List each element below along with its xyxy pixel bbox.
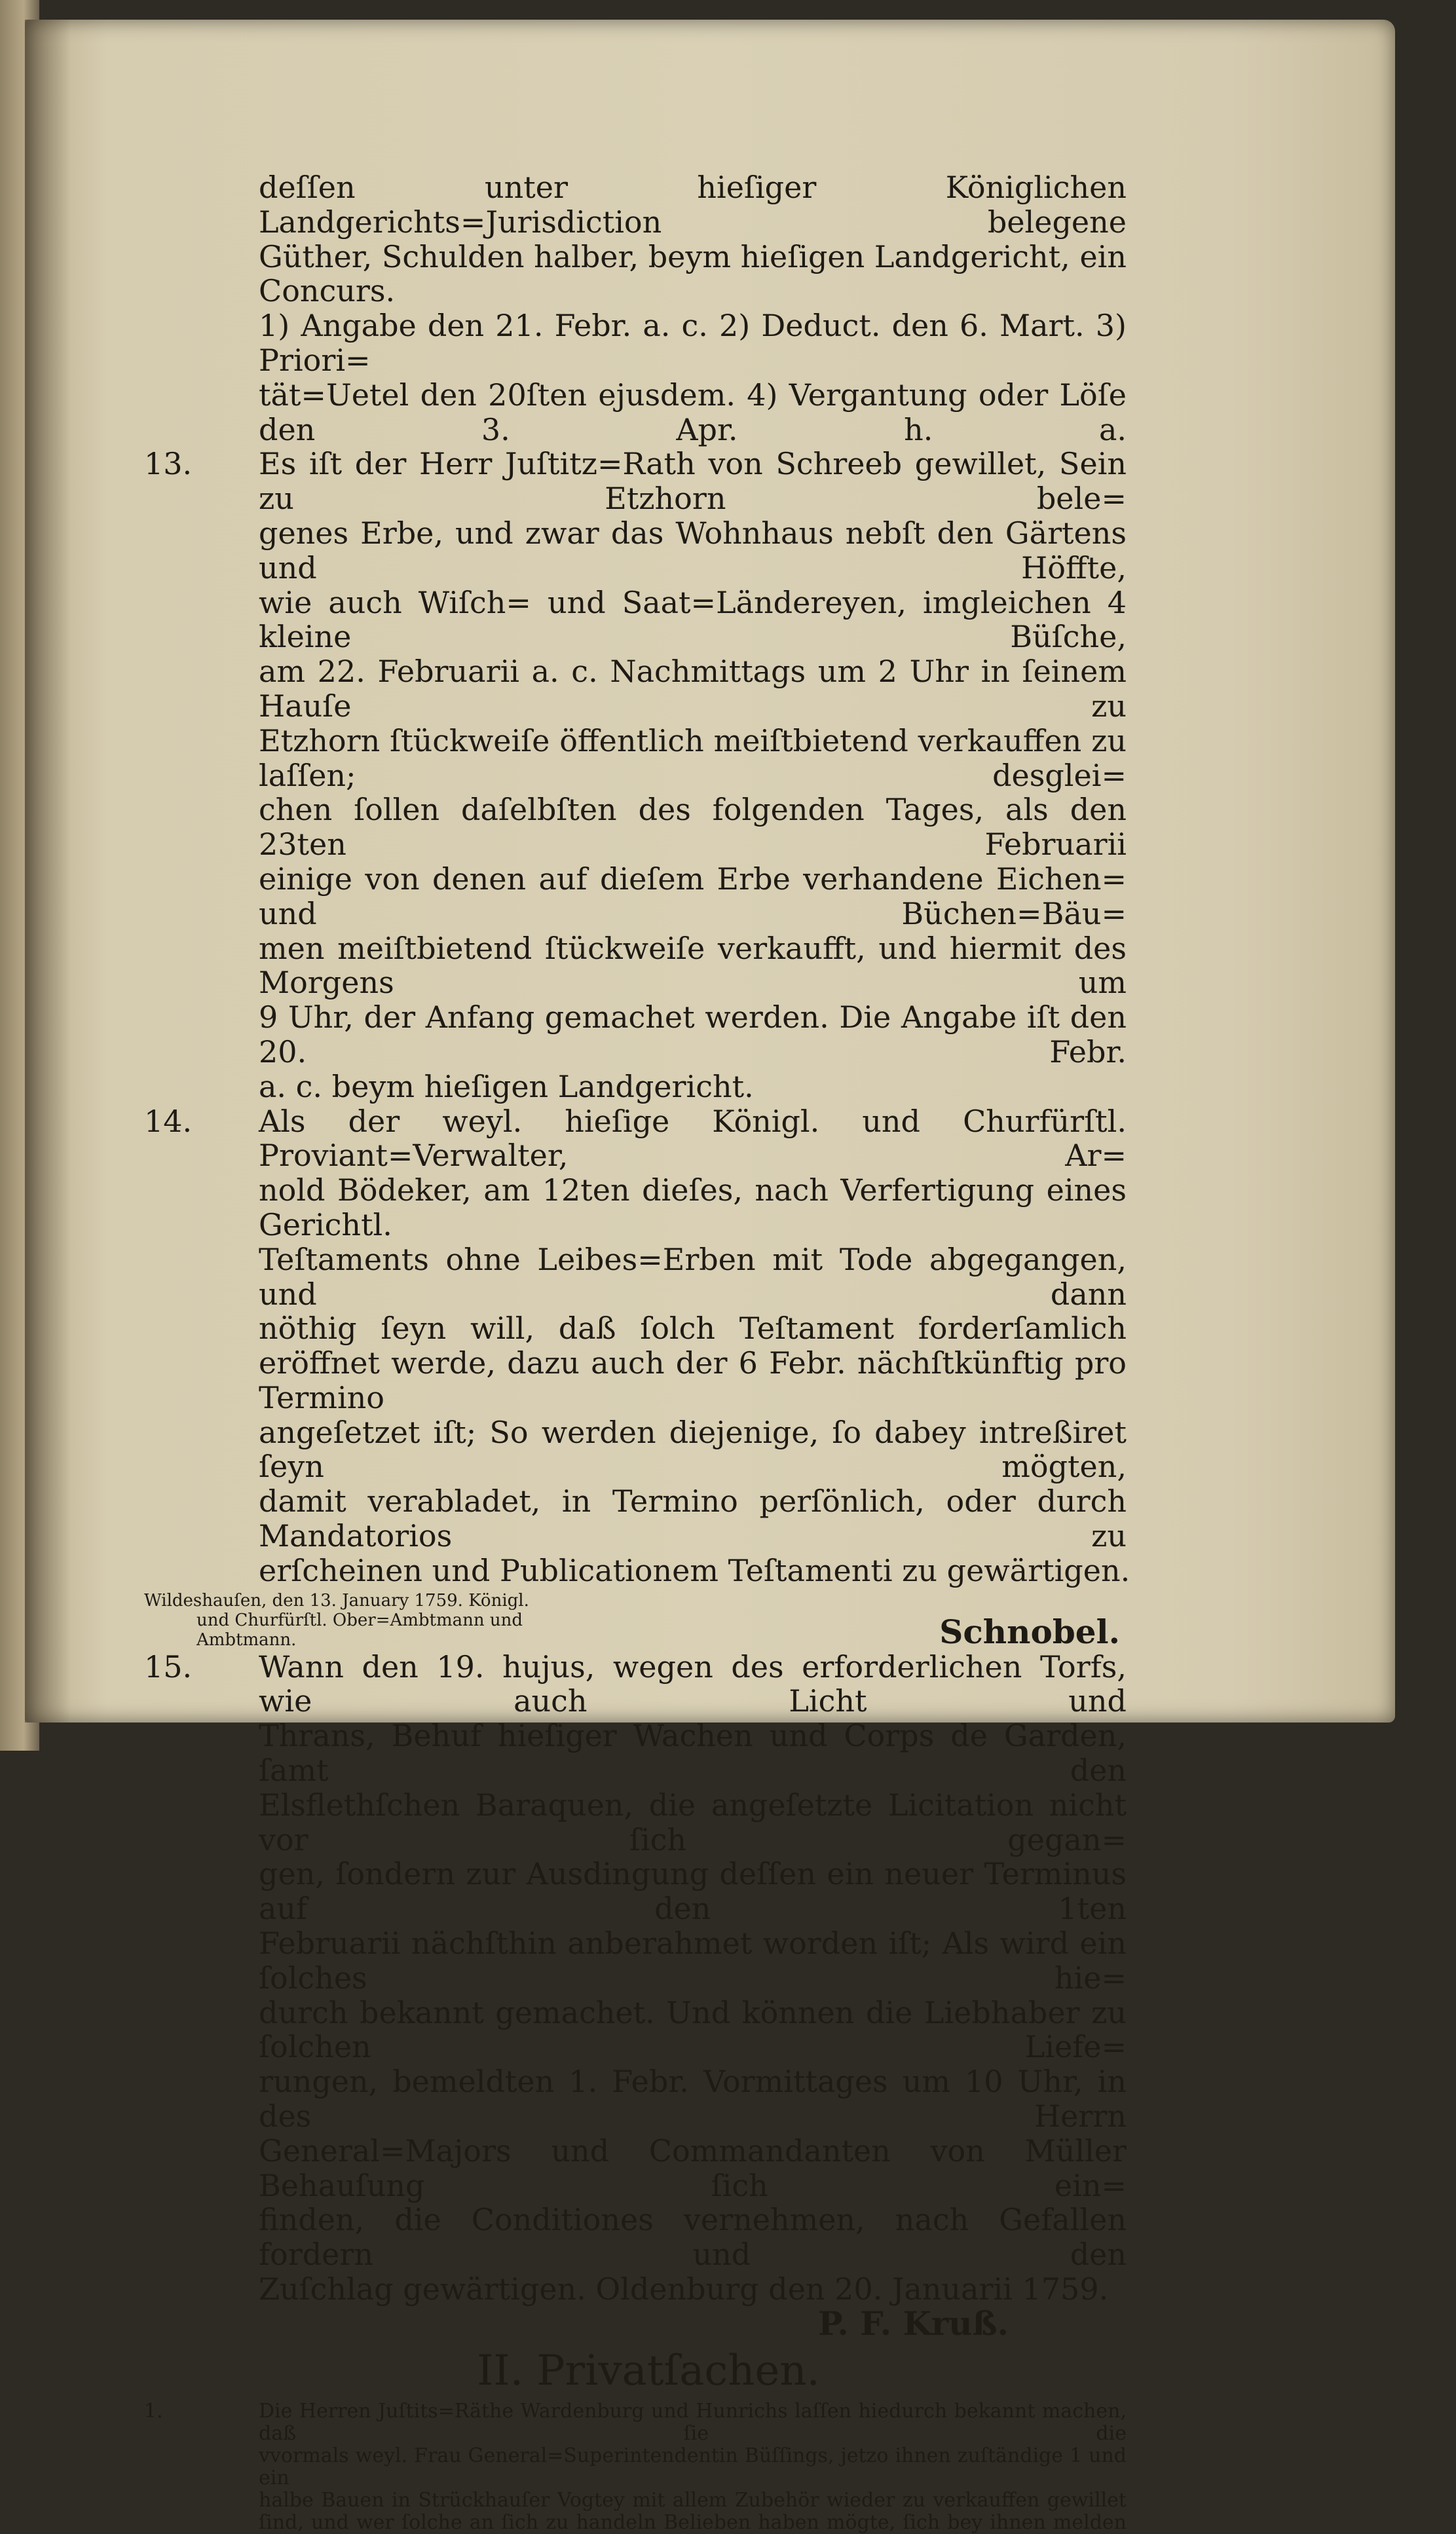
line-text: angeſetzet iſt; So werden diejenige, ſo dabey intreßiret ſeyn mögten, (259, 1414, 1127, 1485)
text-line (144, 1415, 1127, 1485)
page-text (144, 170, 1130, 2534)
item-number (144, 1242, 259, 1312)
notice-block-15 (144, 1650, 1127, 2307)
text-line (144, 1173, 1127, 1242)
line-text: Güther, Schulden halber, beym hieſigen Landgericht, ein Concurs. (259, 238, 1127, 309)
text-line (144, 447, 1127, 516)
line-text: 9 Uhr, der Anfang gemachet werden. Die Angabe iſt den 20. Febr. (259, 999, 1127, 1070)
line-text: eröffnet werde, dazu auch der 6 Febr. nächſtkünftig pro Termino (259, 1345, 1127, 1415)
private-notice-block (144, 2400, 1127, 2534)
item-number (144, 240, 259, 309)
item-number: 13. (144, 446, 193, 482)
line-text: Elsflethſchen Baraquen, die angeſetzte Licitation nicht vor ſich gegan= (259, 1787, 1127, 1857)
line-text: rungen, bemeldten 1. Febr. Vormittages um 10 Uhr, in des Herrn (259, 2064, 1127, 2134)
item-number (144, 1415, 259, 1485)
line-text: chen ſollen daſelbſten des folgenden Tages, als den 23ten Februarii (259, 792, 1127, 863)
text-line (144, 1857, 1127, 1926)
line-text: ſind, und wer ſolche an ſich zu handeln Belieben haben mögte, ſich bey ihnen melden (259, 2510, 1127, 2534)
item-number: 14. (144, 1103, 193, 1139)
dateline-line: Wildeshauſen, den 13. January 1759. Königl. (144, 1590, 529, 1611)
line-text: Es iſt der Herr Juſtitz=Rath von Schreeb gewillet, Sein zu Etzhorn bele= (259, 446, 1127, 517)
text-line (144, 2512, 1127, 2534)
text-line (144, 2064, 1127, 2134)
text-line (144, 724, 1127, 793)
text-line (144, 308, 1127, 378)
signature-schnobel: Schnobel. (939, 1612, 1120, 1651)
line-text: erſcheinen und Publicationem Teſtamenti zu gewärtigen. (259, 1552, 1130, 1588)
line-text: damit verabladet, in Termino perſönlich, oder durch Mandatorios zu (259, 1483, 1127, 1554)
text-line (144, 378, 1127, 447)
text-line (144, 2203, 1127, 2272)
item-number (144, 1346, 259, 1415)
text-line (144, 1719, 1127, 1788)
line-text: Teſtaments ohne Leibes=Erben mit Tode abgegangen, und dann (259, 1241, 1127, 1312)
item-number (144, 1311, 259, 1346)
item-number (144, 2512, 259, 2534)
line-text: tät=Uetel den 20ſten ejusdem. 4) Vergantung oder Löſe den 3. Apr. h. a. (259, 377, 1127, 447)
text-line (144, 2489, 1127, 2512)
text-line (144, 2400, 1127, 2445)
item-number (144, 586, 259, 655)
text-line (144, 516, 1127, 586)
item-number (144, 1788, 259, 1857)
notice-block-13-14 (144, 170, 1130, 1588)
text-line (144, 586, 1127, 655)
text-line (144, 1000, 1127, 1070)
item-number (144, 1484, 259, 1554)
item-number (144, 2489, 259, 2512)
line-text: am 22. Februarii a. c. Nachmittags um 2 Uhr in ſeinem Hauſe zu (259, 654, 1127, 724)
text-line (144, 862, 1127, 931)
line-text: deſſen unter hieſiger Königlichen Landgerichts=Jurisdiction belegene (259, 170, 1127, 240)
dateline-line: und Churfürſtl. Ober=Ambtmann und (196, 1610, 523, 1630)
text-line (144, 1552, 1130, 1588)
line-text: nöthig ſeyn will, daß ſolch Teſtament forderſamlich (259, 1311, 1127, 1347)
text-line (144, 2134, 1127, 2203)
text-line (144, 1104, 1127, 1174)
text-line (144, 170, 1127, 240)
line-text: nold Bödeker, am 12ten dieſes, nach Verfertigung eines Gerichtl. (259, 1172, 1127, 1242)
section-heading: II. Privatſachen. (477, 2346, 820, 2395)
text-line (144, 654, 1127, 724)
text-line (144, 2445, 1127, 2489)
text-line (144, 1926, 1127, 1996)
spine-shadow (25, 20, 71, 1723)
text-line (144, 1996, 1127, 2065)
text-line (144, 1070, 1127, 1104)
item-number (144, 1719, 259, 1788)
text-line (144, 1242, 1127, 1312)
item-number (144, 308, 259, 378)
line-text: Wann den 19. hujus, wegen des erforderlichen Torfs, wie auch Licht und (259, 1649, 1127, 1719)
line-text: einige von denen auf dieſem Erbe verhandene Eichen= und Büchen=Bäu= (259, 861, 1127, 931)
item-number (144, 2445, 259, 2489)
line-text: General=Majors und Commandanten von Müller Behauſung ſich ein= (259, 2133, 1127, 2203)
item-number (144, 1926, 259, 1996)
line-text: gen, ſondern zur Ausdingung deſſen ein neuer Terminus auf den 1ten (259, 1856, 1127, 1927)
item-number (144, 2134, 259, 2203)
line-text: finden, die Conditiones vernehmen, nach Gefallen fordern und den (259, 2202, 1127, 2273)
item-number (144, 378, 259, 447)
text-line (144, 240, 1127, 309)
text-line (144, 1484, 1127, 1554)
text-line (144, 931, 1127, 1001)
line-text: durch bekannt gemachet. Und können die Liebhaber zu ſolchen Liefe= (259, 1994, 1127, 2065)
item-number (144, 2064, 259, 2134)
text-line (144, 1346, 1127, 1415)
item-number: 1. (144, 2399, 163, 2423)
line-text: wie auch Wiſch= und Saat=Ländereyen, imgleichen 4 kleine Büſche, (259, 584, 1127, 655)
dateline-block (144, 1591, 1127, 1650)
item-number (144, 1000, 259, 1070)
line-text: men meiſtbietend ſtückweiſe verkaufft, und hiermit des Morgens um (259, 930, 1127, 1001)
item-number (144, 862, 259, 931)
item-number (144, 1173, 259, 1242)
line-text: 1) Angabe den 21. Febr. a. c. 2) Deduct. den 6. Mart. 3) Priori= (259, 308, 1127, 378)
line-text: Die Herren Juſtits=Räthe Wardenburg und Hunrichs laſſen hiedurch bekannt machen, daß ſie die (259, 2399, 1127, 2445)
item-number (144, 2203, 259, 2272)
item-number (144, 1857, 259, 1926)
item-number (144, 792, 259, 862)
text-line (144, 1311, 1127, 1346)
item-number (144, 931, 259, 1001)
line-text: Als der weyl. hieſige Königl. und Churfürſtl. Proviant=Verwalter, Ar= (259, 1103, 1127, 1174)
text-line (144, 1788, 1127, 1857)
line-text: Etzhorn ſtückweiſe öffentlich meiſtbietend verkauffen zu laſſen; desglei= (259, 722, 1127, 793)
item-number (144, 724, 259, 793)
line-text: genes Erbe, und zwar das Wohnhaus nebſt den Gärtens und Höffte, (259, 515, 1127, 586)
line-text: Zuſchlag gewärtigen. Oldenburg den 20. Januarii 1759. (259, 2271, 1109, 2307)
item-number (144, 654, 259, 724)
dateline-line: Ambtmann. (196, 1630, 297, 1650)
line-text: Februarii nächſthin anberahmet worden iſt; Als wird ein ſolches hie= (259, 1926, 1127, 1996)
item-number (144, 170, 259, 240)
line-text: vvormals weyl. Frau General=Superintendentin Büſſings, jetzo ihnen zuſtändige 1 und ein (259, 2444, 1127, 2489)
text-line (144, 1650, 1127, 1719)
line-text: halbe Bauen in Strückhauſer Vogtey mit allem Zubehör wieder zu verkauffen gewillet (259, 2488, 1127, 2512)
item-number: 15. (144, 1649, 193, 1685)
dateline (144, 1591, 529, 1650)
line-text: a. c. beym hieſigen Landgericht. (259, 1068, 754, 1104)
item-number (144, 1996, 259, 2065)
text-line (144, 792, 1127, 862)
line-text: Thrans, Behuf hieſiger Wachen und Corps de Garden, ſamt den (259, 1718, 1127, 1789)
signature-kruss: P. F. Kruß. (818, 2303, 1009, 2343)
text-line (144, 2272, 1127, 2307)
item-number (144, 516, 259, 586)
